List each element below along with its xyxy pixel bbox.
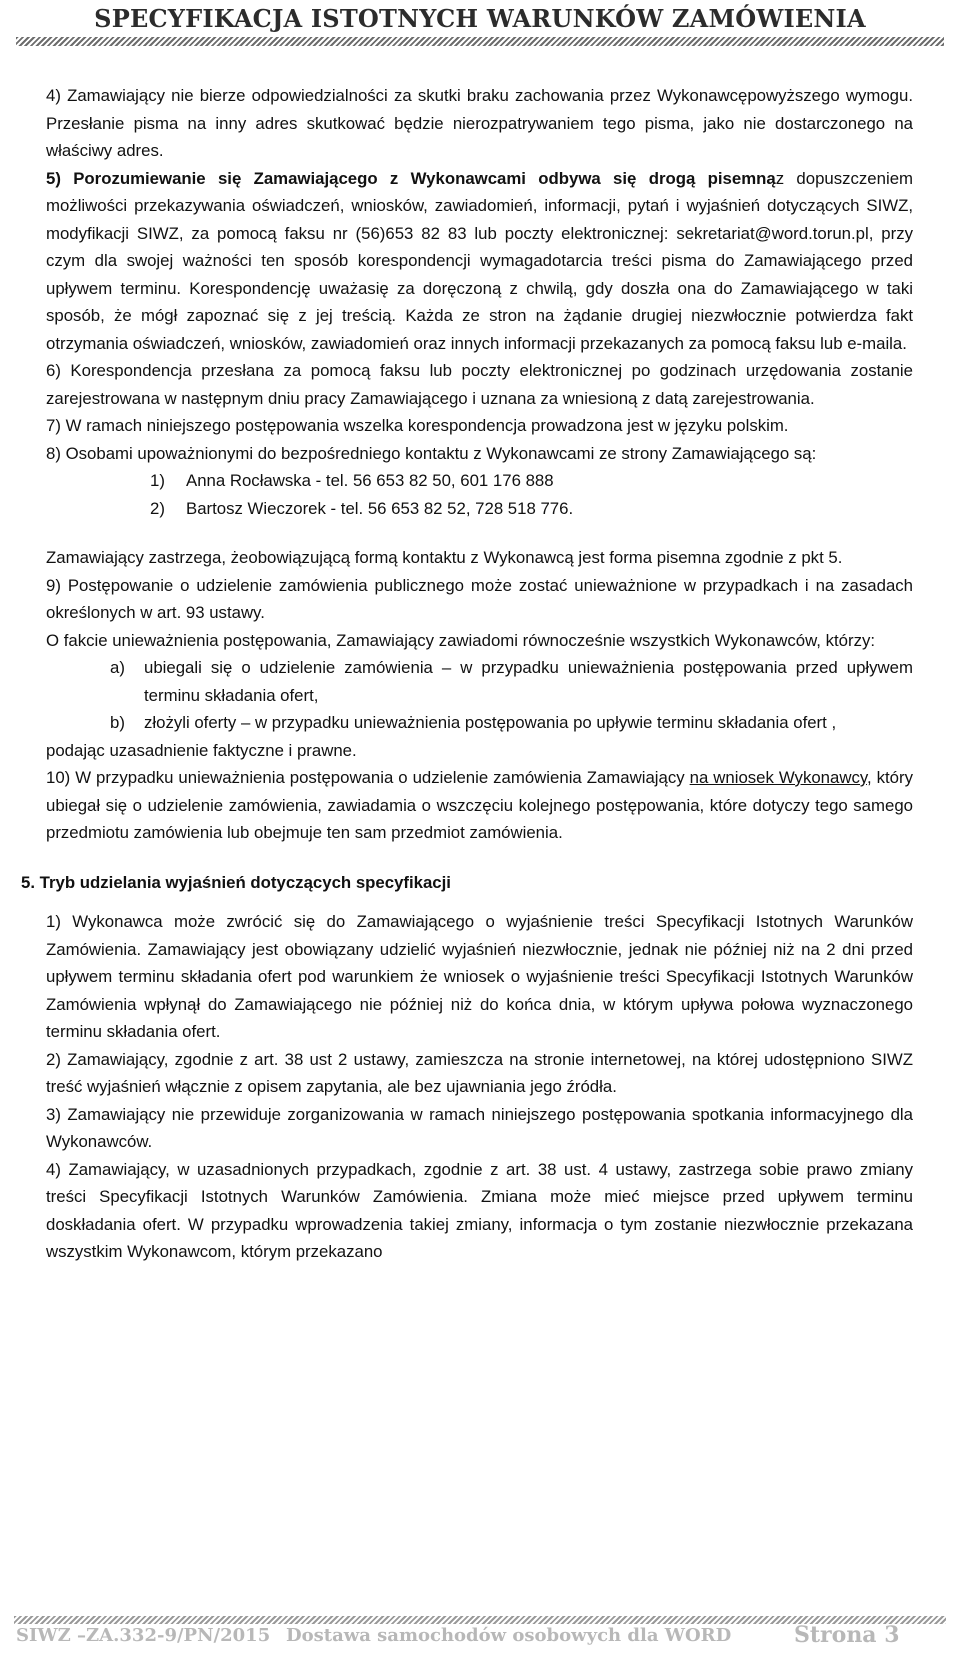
section-5-item-1: 1) Wykonawca może zwrócić się do Zamawiającego o wyjaśnienie treści Specyfikacji Istotnych Warunków Zamówienia. Zamawiający jest obowiązany udzielić wyjaśnień niezwłocznie, jednak nie później niż na 2 dni przed upływem terminu składania ofert pod warunkiem że wniosek o wyjaśnienie treści Specyfikacji Istotnych Warunków Zamówienia wpłynął do Zamawiającego nie później niż do końca dnia, w którym upływa połowa wyznaczonego terminu składania ofert. — [46, 912, 913, 1041]
contact-number: 2) — [150, 498, 165, 518]
page-footer — [0, 1616, 960, 1653]
paragraph-10-text-a: 10) W przypadku unieważnienia postępowania o udzielenie zamówienia Zamawiający — [46, 768, 685, 787]
contact-text: Bartosz Wieczorek - tel. 56 653 82 52, 728 518 776. — [186, 498, 574, 518]
section-5-item-3: 3) Zamawiający nie przewiduje zorganizowania w ramach niniejszego postępowania spotkania informacyjnego dla Wykonawców. — [46, 1104, 913, 1151]
page-number: Strona 3 — [794, 1622, 900, 1648]
paragraph-7: 7) W ramach niniejszego postępowania wszelka korespondencja prowadzona jest w języku polskim. — [46, 416, 789, 435]
case-letter: b) — [110, 713, 125, 732]
spacer — [46, 896, 913, 908]
header-divider — [16, 37, 944, 46]
contact-number: 1) — [150, 471, 165, 490]
paragraph-5-text: z dopuszczeniem możliwości przekazywania oświadczeń, wniosków, zawiadomień, informacji, pytań i wyjaśnień dotyczących SIWZ, modyfikacji SIWZ, za pomocą faksu nr (56)653 82 83 lub poczty elektronicznej: sekretariat@word.torun.pl, przy czym dla swojej ważności ten sposób korespondencji wymagadotarcia treści pisma do Zamawiającego przed upływem terminu. Korespondencję uważasię za doręczoną z chwilą, gdy doszła ona do Zamawiającego w taki sposób, że mógł zapoznać się z jej treścią. Każda ze stron na żądanie drugiej niezwłocznie potwierdza fakt otrzymania oświadczeń, wniosków, zawiadomień oraz innych informacji przekazanych za pomocą faksu lub e-maila. — [46, 168, 914, 353]
section-5-item-2: 2) Zamawiający, zgodnie z art. 38 ust 2 ustawy, zamieszcza na stronie internetowej, na której udostępniono SIWZ treść wyjaśnień włącznie z opisem zapytania, ale bez ujawniania jego źródła. — [46, 1049, 913, 1096]
paragraph-10-text-b: , który ubiegał się o udzielenie zamówienia, zawiadamia o wszczęciu kolejnego postępowania, które dotyczy tego samego przedmiotu zamówienia lub obejmuje ten sam przedmiot zamówienia. — [46, 768, 913, 842]
section-5-item-4: 4) Zamawiający, w uzasadnionych przypadkach, zgodnie z art. 38 ust. 4 ustawy, zastrzega sobie prawo zmiany treści Specyfikacji Istotnych Warunków Zamówienia. Zmiana może mieć miejsce przed upływem terminu doskładania ofert. W przypadku wprowadzenia takiej zmiany, informacja o tym zostanie niezwłocznie przekazana wszystkim Wykonawcom, którym przekazano — [46, 1159, 913, 1261]
case-item — [46, 654, 913, 709]
paragraph-9: 9) Postępowanie o udzielenie zamówienia publicznego może zostać unieważnione w przypadkach i na zasadach określonych w art. 93 ustawy. — [46, 575, 913, 622]
spacer — [46, 522, 913, 544]
paragraph-5 — [46, 165, 913, 358]
document-title: SPECYFIKACJA ISTOTNYCH WARUNKÓW ZAMÓWIENIA — [94, 4, 866, 33]
case-text: ubiegali się o udzielenie zamówienia – w przypadku unieważnienia postępowania przed upływem terminu składania ofert, — [144, 658, 913, 705]
case-text: złożyli oferty – w przypadku unieważnienia postępowania po upływie terminu składania ofert , — [144, 713, 837, 732]
paragraph-10 — [46, 764, 913, 847]
contact-item — [46, 495, 913, 523]
paragraph-5-bold: 5) Porozumiewanie się Zamawiającego z Wykonawcami odbywa się drogą pisemną — [46, 168, 776, 188]
page-header — [0, 0, 960, 48]
contact-item — [46, 467, 913, 495]
document-body — [21, 82, 914, 1266]
paragraph-10-underlined: na wniosek Wykonawcy — [689, 768, 867, 787]
footer-subject: Dostawa samochodów osobowych dla WORD — [286, 1625, 732, 1646]
footer-reference: SIWZ –ZA.332-9/PN/2015 — [16, 1625, 271, 1646]
paragraph-4: 4) Zamawiający nie bierze odpowiedzialności za skutki braku zachowania przez Wykonawcępowyższego wymogu. Przesłanie pisma na inny adres skutkować będzie nierozpatrywaniem tego pisma, jako nie dostarczonego na właściwy adres. — [46, 86, 913, 160]
paragraph-9c: podając uzasadnienie faktyczne i prawne. — [46, 740, 357, 760]
contact-text: Anna Rocławska - tel. 56 653 82 50, 601 176 888 — [186, 471, 554, 490]
paragraph-reserve: Zamawiający zastrzega, żeobowiązującą formą kontaktu z Wykonawcą jest forma pisemna zgodnie z pkt 5. — [46, 548, 843, 567]
section-5-heading: 5. Tryb udzielania wyjaśnień dotyczących specyfikacji — [21, 872, 451, 892]
paragraph-9b: O fakcie unieważnienia postępowania, Zamawiający zawiadomi równocześnie wszystkich Wykonawców, którzy: — [46, 630, 876, 650]
case-item — [46, 709, 913, 737]
paragraph-6: 6) Korespondencja przesłana za pomocą faksu lub poczty elektronicznej po godzinach urzędowania zostanie zarejestrowana w następnym dniu pracy Zamawiającego i uznana za wniesioną z datą zarejestrowania. — [46, 361, 913, 408]
case-letter: a) — [110, 658, 125, 677]
paragraph-8: 8) Osobami upoważnionymi do bezpośredniego kontaktu z Wykonawcami ze strony Zamawiającego są: — [46, 443, 817, 463]
spacer — [46, 847, 913, 869]
